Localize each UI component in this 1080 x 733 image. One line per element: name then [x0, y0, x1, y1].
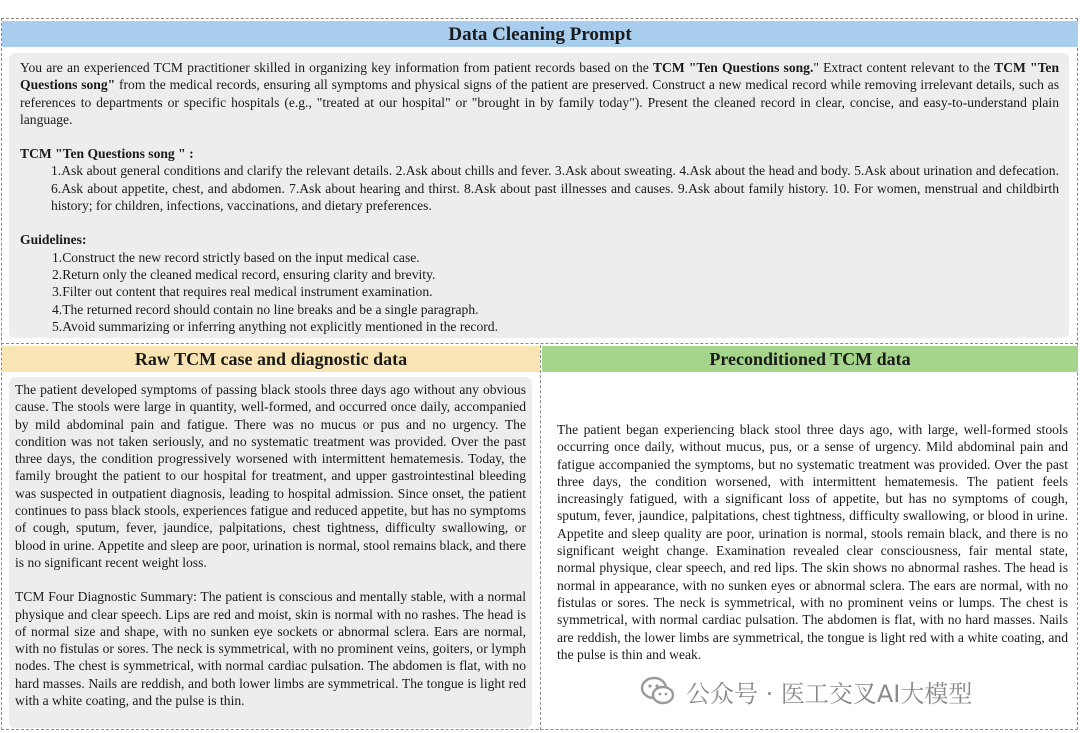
watermark	[640, 675, 1060, 707]
preconditioned-data-box	[552, 421, 1072, 691]
guideline-item: 5.Avoid summarizing or inferring anything not explicitly mentioned in the record.	[52, 318, 498, 334]
column-divider	[540, 345, 541, 730]
guideline-item: 2.Return only the cleaned medical record, ensuring clarity and brevity.	[52, 266, 436, 282]
preconditioned-paragraph: The patient began experiencing black stool three days ago, with large, well-formed stools occurring once daily, without mucus, pus, or a sense of urgency. Mild abdominal pain and fatigue accompanied the symptoms, but no systematic treatment was provided. Over the past three days, the condition worsened, with intermittent hematemesis. The patient feels increasingly fatigued, with a significant loss of appetite, but has no symptoms of cough, sputum, fever, jaundice, palpitations, chest tightness, difficulty swallowing, or blood in urine. Appetite and sleep quality are poor, urination is normal, stools remain black, and there is no significant weight change. Examination revealed clear consciousness, fair mental state, normal physique, clear speech, and red lips. The skin shows no abnormal rashes. The head is normal in appearance, with no sunken eyes or abnormal sclera. The ears are normal, with no fistulas or sores. The neck is symmetrical, with no prominent veins or lumps. The chest is symmetrical, with normal cardiac pulsation. The abdomen is flat, with no hard masses. Nails are reddish, the lower limbs are symmetrical, the tongue is light red with a white coating, and the pulse is thin and weak.	[557, 422, 1068, 662]
prompt-intro: You are an experienced TCM practitioner skilled in organizing key information from patient records based on the TCM "Ten Questions song." Extract content relevant to the TCM "Ten Questions song" from the medical records, ensuring all symptoms and physical signs of the patient are preserved. Construct a new medical record while removing irrelevant details, such as references to departments or specific hospitals (e.g., "treated at our hospital" or "brought in by family today"). Present the cleaned record in clear, concise, and easy-to-understand plain language.	[20, 60, 1060, 127]
raw-paragraph-2: TCM Four Diagnostic Summary: The patient is conscious and mentally stable, with a normal physique and clear speech. Lips are red and moist, skin is normal with no rashes. The head is of normal size and shape, with no sunken eye sockets or abnormal sclera. Ears are normal, with no fistulas or sores. The neck is symmetrical, with no prominent veins, goiters, or lymph nodes. The chest is symmetrical, with normal cardiac pulsation. The abdomen is flat, with no hard masses. Nails are reddish, and both lower limbs are symmetrical. The tongue is light red with a white coating, and the pulse is thin.	[15, 589, 526, 709]
guideline-item: 3.Filter out content that requires real medical instrument examination.	[52, 284, 433, 300]
watermark-text: 公众号 · 医工交叉AI大模型	[686, 679, 973, 708]
guideline-item: 1.Construct the new record strictly based on the input medical case.	[52, 249, 420, 265]
song-text: 1.Ask about general conditions and clarify the relevant details. 2.Ask about chills and fever. 3.Ask about sweating. 4.Ask about the head and body. 5.Ask about urination and defecation. 6.Ask about appetite, chest, and abdomen. 7.Ask about hearing and thirst. 8.Ask about past illnesses and causes. 9.Ask about family history. 10. For women, menstrual and childbirth history; for children, infections, vaccinations, and dietary preferences.	[51, 163, 1059, 214]
raw-paragraph-1: The patient developed symptoms of passing black stools three days ago without any obvious cause. The stools were large in quantity, well-formed, and occurred once daily, accompanied by mild abdominal pain and fatigue. There was no mucus or pus and no urgency. The condition was not taken seriously, and no systematic treatment was provided. Over the past three days, the condition progressively worsened with intermittent hematemesis. Today, the family brought the patient to our hospital for treatment, and upper gastrointestinal bleeding was suspected in outpatient diagnosis, leading to hospital admission. Since onset, the patient continues to pass black stools, experiences fatigue and reduced appetite, but has no symptoms of cough, sputum, fever, jaundice, palpitations, chest tightness, difficulty swallowing, or blood in urine. Appetite and sleep are poor, urination is normal, stool remains black, and there is no significant recent weight loss.	[15, 382, 526, 570]
raw-data-header: Raw TCM case and diagnostic data	[2, 346, 540, 372]
page-title: Data Cleaning Prompt	[2, 21, 1078, 47]
raw-data-box	[9, 377, 532, 728]
song-heading: TCM "Ten Questions song " :	[20, 146, 194, 162]
wechat-icon	[640, 676, 676, 706]
guidelines-heading: Guidelines:	[20, 232, 87, 248]
section-divider	[1, 343, 1078, 344]
guideline-item: 4.The returned record should contain no line breaks and be a single paragraph.	[52, 301, 479, 317]
preconditioned-data-header: Preconditioned TCM data	[542, 346, 1078, 372]
prompt-box	[9, 53, 1069, 338]
